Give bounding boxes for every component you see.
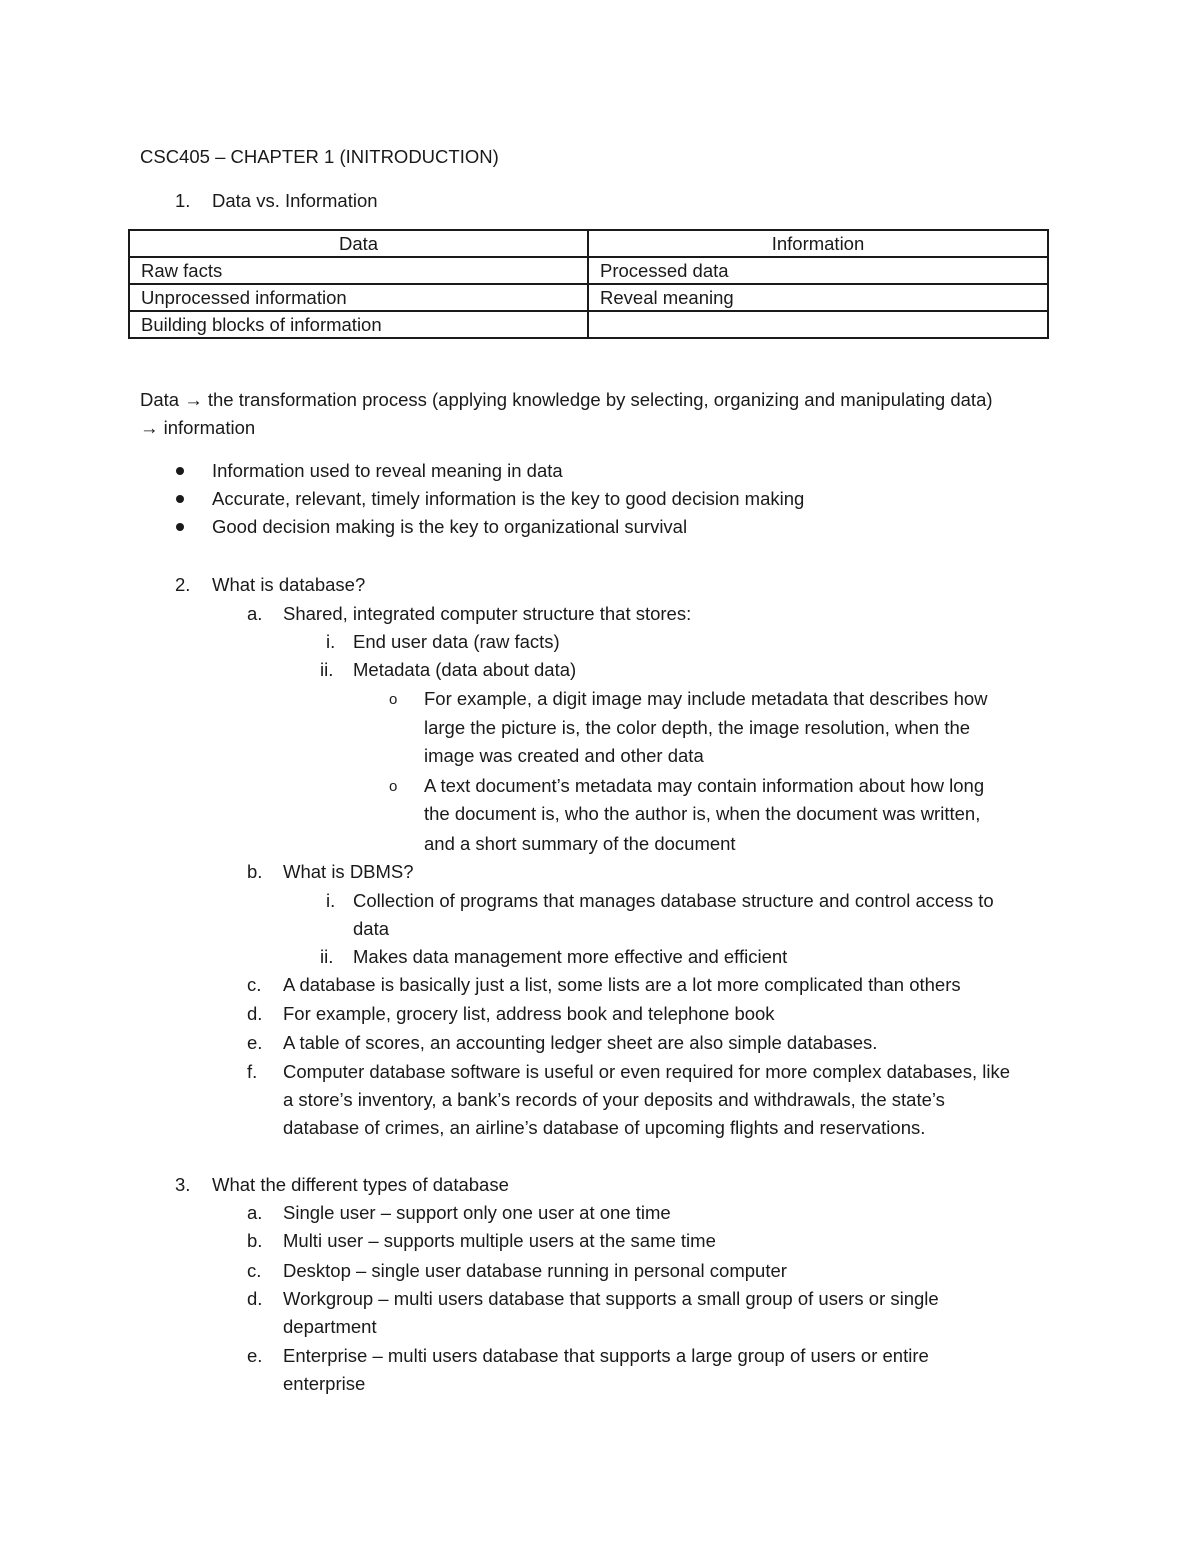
list-item-continuation: image was created and other data (424, 745, 704, 766)
list-item-continuation: database of crimes, an airline’s database of upcoming flights and reservations. (283, 1117, 926, 1138)
list-marker: a. (247, 603, 263, 624)
list-item: Collection of programs that manages database structure and control access to (353, 890, 994, 911)
data-vs-information-table (128, 229, 1049, 339)
section-2-heading: What is database? (212, 574, 366, 595)
section-3-number: 3. (175, 1174, 191, 1195)
table-cell: Reveal meaning (588, 284, 1048, 311)
bullet-icon (176, 467, 184, 475)
list-item-continuation: large the picture is, the color depth, the image resolution, when the (424, 717, 971, 738)
list-item: A database is basically just a list, some lists are a lot more complicated than others (283, 974, 961, 995)
bullet-item: Good decision making is the key to organizational survival (212, 516, 688, 537)
list-item: A table of scores, an accounting ledger sheet are also simple databases. (283, 1032, 878, 1053)
list-marker: b. (247, 1230, 263, 1251)
circle-bullet-icon: o (389, 778, 398, 795)
list-item-continuation: enterprise (283, 1373, 366, 1394)
section-1-heading: Data vs. Information (212, 190, 378, 211)
list-item: Makes data management more effective and efficient (353, 946, 788, 967)
table-cell: Unprocessed information (129, 284, 588, 311)
document-title: CSC405 – CHAPTER 1 (INITRODUCTION) (140, 146, 499, 167)
list-item: Shared, integrated computer structure that stores: (283, 603, 692, 624)
section-3-heading: What the different types of database (212, 1174, 509, 1195)
list-marker: i. (326, 890, 336, 911)
list-marker: c. (247, 974, 262, 995)
list-item-continuation: the document is, who the author is, when the document was written, (424, 803, 981, 824)
list-item-continuation: and a short summary of the document (424, 833, 736, 854)
section-2-number: 2. (175, 574, 191, 595)
list-marker: ii. (320, 659, 334, 680)
table-header-row (129, 230, 1048, 257)
list-item: Workgroup – multi users database that supports a small group of users or single (283, 1288, 939, 1309)
table-row (129, 311, 1048, 338)
list-item: Computer database software is useful or even required for more complex databases, like (283, 1061, 1011, 1082)
section-1-number: 1. (175, 190, 191, 211)
list-item: Enterprise – multi users database that supports a large group of users or entire (283, 1345, 929, 1366)
list-marker: i. (326, 631, 336, 652)
list-marker: d. (247, 1003, 263, 1024)
list-item: End user data (raw facts) (353, 631, 560, 652)
bullet-item: Accurate, relevant, timely information is the key to good decision making (212, 488, 805, 509)
table-header-data: Data (129, 230, 588, 257)
bullet-icon (176, 523, 184, 531)
list-item: For example, grocery list, address book and telephone book (283, 1003, 775, 1024)
table-row (129, 257, 1048, 284)
transformation-text-line-1: Data → the transformation process (applying knowledge by selecting, organizing and manipulating data) (140, 389, 993, 410)
bullet-icon (176, 495, 184, 503)
list-marker: e. (247, 1345, 263, 1366)
list-item-continuation: department (283, 1316, 377, 1337)
list-marker: e. (247, 1032, 263, 1053)
list-marker: d. (247, 1288, 263, 1309)
list-marker: a. (247, 1202, 263, 1223)
transformation-text-line-2: → information (140, 417, 256, 438)
list-item: Metadata (data about data) (353, 659, 577, 680)
list-marker: c. (247, 1260, 262, 1281)
list-item: What is DBMS? (283, 861, 414, 882)
table-row (129, 284, 1048, 311)
list-item: Desktop – single user database running in personal computer (283, 1260, 787, 1281)
table-cell (588, 311, 1048, 338)
list-item: Multi user – supports multiple users at the same time (283, 1230, 716, 1251)
list-item: A text document’s metadata may contain information about how long (424, 775, 985, 796)
list-marker: ii. (320, 946, 334, 967)
list-item: For example, a digit image may include metadata that describes how (424, 688, 988, 709)
table-cell: Raw facts (129, 257, 588, 284)
circle-bullet-icon: o (389, 691, 398, 708)
table-cell: Processed data (588, 257, 1048, 284)
list-item: Single user – support only one user at one time (283, 1202, 671, 1223)
bullet-item: Information used to reveal meaning in data (212, 460, 563, 481)
list-marker: f. (247, 1061, 258, 1082)
list-item-continuation: a store’s inventory, a bank’s records of your deposits and withdrawals, the state’s (283, 1089, 945, 1110)
table-header-information: Information (588, 230, 1048, 257)
table-cell: Building blocks of information (129, 311, 588, 338)
list-marker: b. (247, 861, 263, 882)
list-item-continuation: data (353, 918, 390, 939)
